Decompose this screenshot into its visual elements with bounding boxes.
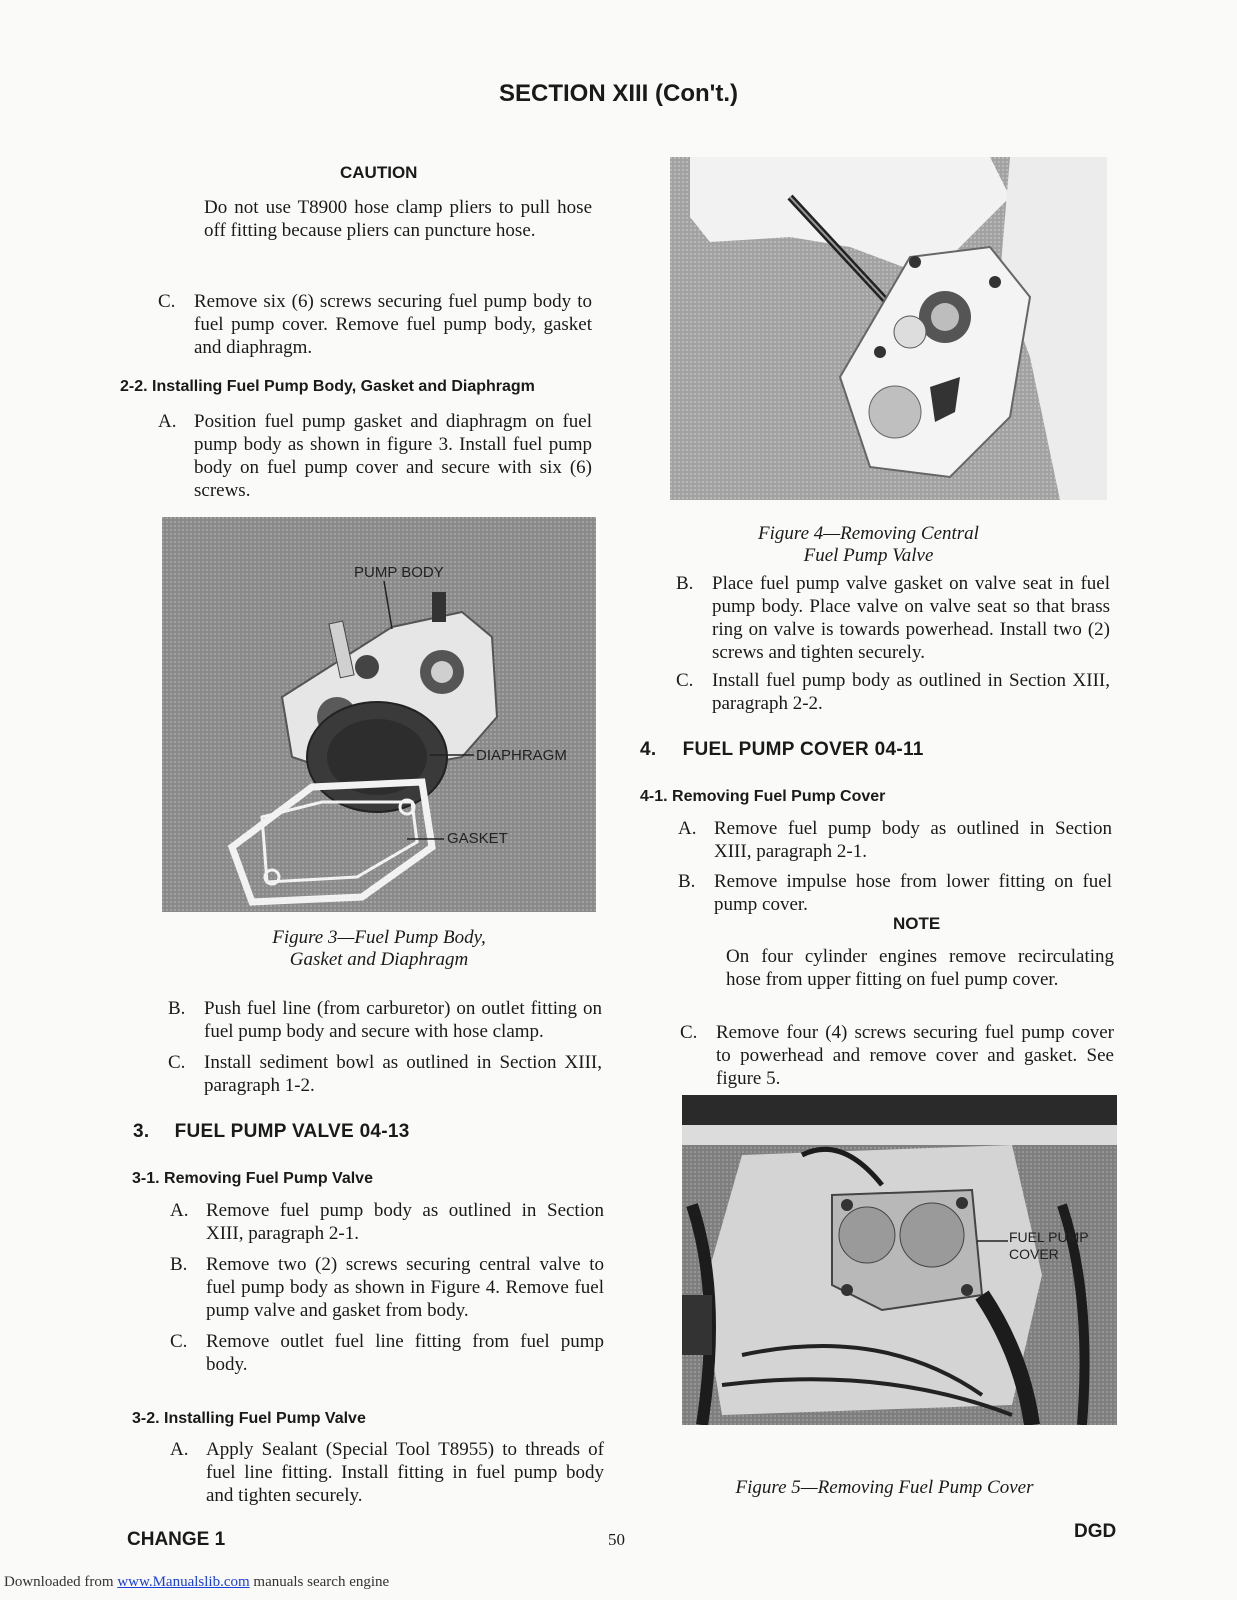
download-prefix: Downloaded from — [4, 1574, 114, 1590]
caption-line: Gasket and Diaphragm — [289, 949, 469, 970]
step-text: Remove two (2) screws securing central valve to fuel pump body as shown in Figure 4. Remove fuel pump valve and gasket from body. — [206, 1254, 604, 1321]
caption-line: Fuel Pump Valve — [803, 545, 934, 566]
section-number: 4. — [640, 739, 657, 760]
note-text: On four cylinder engines remove recirculating hose from upper fitting on fuel pump cover. — [726, 946, 1114, 990]
subheading-4-1: 4-1. Removing Fuel Pump Cover — [640, 788, 886, 805]
step-c-sediment-bowl — [168, 1051, 602, 1097]
document-code: DGD — [1074, 1521, 1117, 1542]
section-number: 3. — [133, 1121, 150, 1142]
step-text: Remove fuel pump body as outlined in Section XIII, paragraph 2-1. — [206, 1200, 604, 1244]
step-text: Push fuel line (from carburetor) on outlet fitting on fuel pump body and secure with hose clamp. — [204, 998, 602, 1042]
step-text: Place fuel pump valve gasket on valve seat in fuel pump body. Place valve on valve seat so that brass ring on valve is towards powerhead. Install two (2) screws and tighten securely. — [712, 573, 1110, 663]
caution-text: Do not use T8900 hose clamp pliers to pull hose off fitting because pliers can puncture hose. — [204, 197, 592, 241]
step-3-1-b — [170, 1253, 604, 1322]
caption-line: Figure 3—Fuel Pump Body, — [272, 927, 486, 948]
step-label: A. — [170, 1439, 189, 1460]
figure-4-caption — [670, 523, 1067, 567]
section-title: FUEL PUMP COVER 04-11 — [682, 739, 924, 760]
step-label: C. — [680, 1022, 698, 1043]
section-4-heading — [640, 739, 924, 761]
section-title: FUEL PUMP VALVE 04-13 — [174, 1121, 410, 1142]
page-number: 50 — [608, 1530, 625, 1549]
callout-diaphragm: DIAPHRAGM — [476, 747, 567, 764]
step-label: B. — [678, 871, 696, 892]
step-label: C. — [676, 670, 694, 691]
callout-pump-body: PUMP BODY — [354, 564, 444, 581]
step-label: A. — [158, 411, 177, 432]
step-label: A. — [678, 818, 697, 839]
step-c-remove-body — [158, 290, 592, 359]
callout-line: COVER — [1009, 1246, 1059, 1262]
step-4-1-a — [678, 817, 1112, 863]
callout-fuel-pump-cover — [1009, 1229, 1089, 1263]
step-text: Remove impulse hose from lower fitting on fuel pump cover. — [714, 871, 1112, 915]
figure-5-caption: Figure 5—Removing Fuel Pump Cover — [735, 1477, 1034, 1498]
change-label: CHANGE 1 — [127, 1529, 226, 1550]
step-text: Remove six (6) screws securing fuel pump body to fuel pump cover. Remove fuel pump body, gasket and diaphragm. — [194, 291, 592, 358]
step-text: Install sediment bowl as outlined in Section XIII, paragraph 1-2. — [204, 1052, 602, 1096]
subheading-3-2: 3-2. Installing Fuel Pump Valve — [132, 1410, 366, 1427]
step-text: Remove outlet fuel line fitting from fuel pump body. — [206, 1331, 604, 1375]
step-label: C. — [168, 1052, 186, 1073]
step-text: Remove four (4) screws securing fuel pump cover to powerhead and remove cover and gasket. See figure 5. — [716, 1022, 1114, 1089]
page-title: SECTION XIII (Con't.) — [498, 80, 739, 107]
step-3-1-a — [170, 1199, 604, 1245]
step-label: B. — [170, 1254, 188, 1275]
manualslib-link[interactable]: www.Manualslib.com — [117, 1574, 250, 1590]
step-label: C. — [170, 1331, 188, 1352]
step-3-2-a — [170, 1438, 604, 1507]
step-text: Position fuel pump gasket and diaphragm on fuel pump body as shown in figure 3. Install fuel pump body on fuel pump cover and secure with six (6) screws. — [194, 411, 592, 501]
step-4-1-c — [680, 1021, 1114, 1090]
step-4-1-b — [678, 870, 1112, 916]
step-3-2-b — [676, 572, 1110, 664]
step-text: Remove fuel pump body as outlined in Section XIII, paragraph 2-1. — [714, 818, 1112, 862]
step-text: Install fuel pump body as outlined in Section XIII, paragraph 2-2. — [712, 670, 1110, 714]
subheading-3-1: 3-1. Removing Fuel Pump Valve — [132, 1170, 373, 1187]
step-label: B. — [168, 998, 186, 1019]
screwdriver-valve-illustration — [670, 157, 1107, 500]
section-3-heading — [133, 1121, 410, 1143]
figure-4-photo — [670, 157, 1107, 500]
step-text: Apply Sealant (Special Tool T8955) to threads of fuel line fitting. Install fitting in fuel pump body and tighten securely. — [206, 1439, 604, 1506]
download-banner — [4, 1574, 389, 1591]
step-label: B. — [676, 573, 694, 594]
download-suffix: manuals search engine — [253, 1574, 390, 1590]
step-label: A. — [170, 1200, 189, 1221]
step-a-install-body — [158, 410, 592, 502]
subheading-2-2: 2-2. Installing Fuel Pump Body, Gasket and Diaphragm — [120, 378, 535, 395]
figure-3-caption — [162, 927, 596, 971]
step-3-1-c — [170, 1330, 604, 1376]
callout-line: FUEL PUMP — [1009, 1229, 1089, 1245]
callout-gasket: GASKET — [447, 830, 508, 847]
note-heading: NOTE — [893, 914, 941, 933]
caption-line: Figure 4—Removing Central — [758, 523, 979, 544]
step-b-push-fuel-line — [168, 997, 602, 1043]
step-label: C. — [158, 291, 176, 312]
caution-heading: CAUTION — [340, 163, 418, 182]
step-3-2-c — [676, 669, 1110, 715]
